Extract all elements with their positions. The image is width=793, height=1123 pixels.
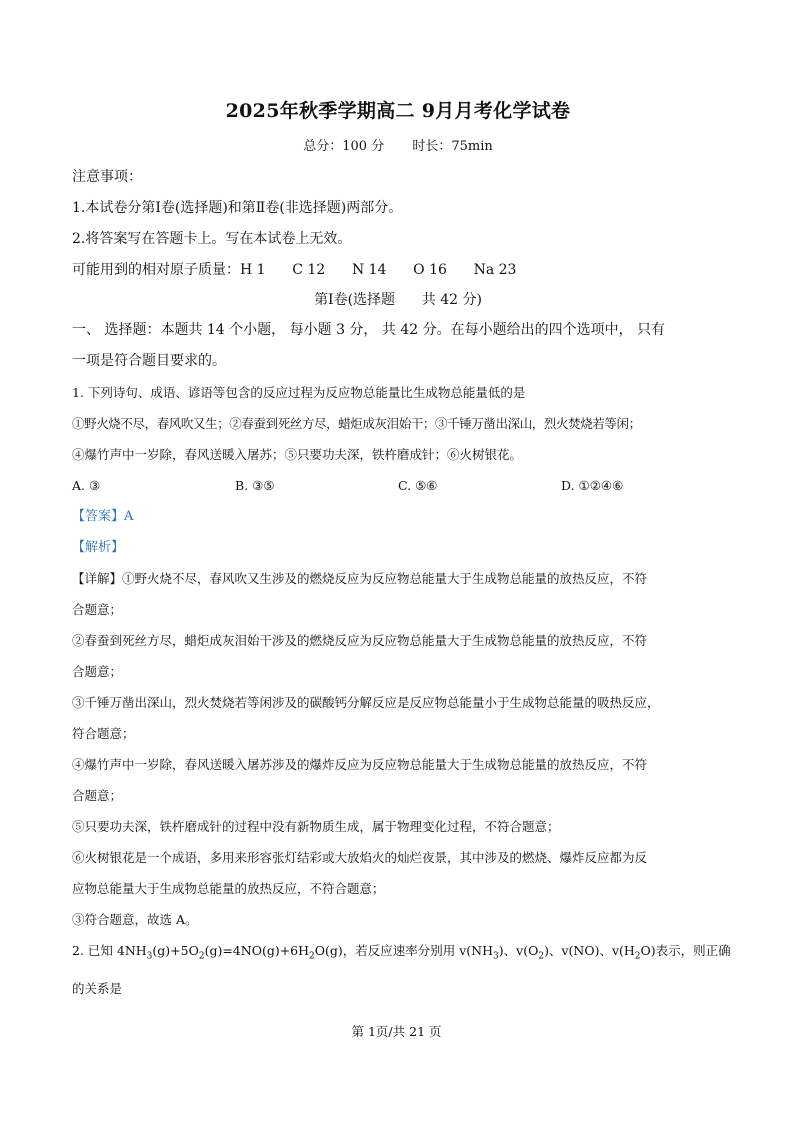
option-b: B. ③⑤ [235, 478, 275, 493]
question-1-line-2: ④爆竹声中一岁除，春风送暖入屠苏；⑤只要功夫深，铁杵磨成针；⑥火树银花。 [72, 447, 523, 462]
answer-label: 【答案】A [72, 509, 134, 524]
detail-line-8: 合题意； [72, 788, 123, 803]
detail-line-5: ③千锤万凿出深山，烈火焚烧若等闲涉及的碳酸钙分解反应是反应物总能量小于生成物总能量的吸热反应， [72, 695, 660, 710]
detail-line-12: ③符合题意，故选 A。 [72, 912, 198, 927]
atomic-masses: 可能用到的相对原子质量：H 1 C 12 N 14 O 16 Na 23 [72, 262, 517, 278]
total-score: 总分：100 分 [303, 139, 385, 154]
page-title: 2025年秋季学期高二 9月月考化学试卷 [225, 100, 571, 122]
note-item-2: 2.将答案写在答题卡上。写在本试卷上无效。 [72, 231, 352, 247]
page-footer: 第 1页/共 21 页 [351, 1024, 442, 1039]
question-2-stem: 2. 已知 $4NH_3(g)+5O_2(g)=4NO(g)+6H_2O(g)$，若反应速率分别用 $v(NH_3)$、$v(O_2)$、v(NO)、$v(H_2O)$表示，则正确 [72, 943, 731, 962]
option-a: A. ③ [72, 478, 101, 493]
question-2-prefix: 2. 已知 4NH [72, 943, 147, 958]
note-item-1: 1.本试卷分第Ⅰ卷(选择题)和第Ⅱ卷(非选择题)两部分。 [72, 200, 403, 216]
question-1-options [72, 470, 724, 501]
detail-line-10: ⑥火树银花是一个成语，多用来形容张灯结彩或大放焰火的灿烂夜景，其中涉及的燃烧、爆炸反应都为反 [72, 850, 648, 865]
detail-line-7: ④爆竹声中一岁除，春风送暖入屠苏涉及的爆炸反应为反应物总能量大于生成物总能量的放热反应，不符 [72, 757, 648, 772]
detail-line-1: 【详解】①野火烧不尽，春风吹又生涉及的燃烧反应为反应物总能量大于生成物总能量的放热反应，不符 [72, 571, 648, 586]
detail-line-3: ②春蚕到死丝方尽，蜡炬成灰泪始干涉及的燃烧反应为反应物总能量大于生成物总能量的放热反应，不符 [72, 633, 648, 648]
option-c: C. ⑤⑥ [398, 478, 438, 493]
question-1-stem: 1. 下列诗句、成语、谚语等包含的反应过程为反应物总能量比生成物总能量低的是 [72, 385, 526, 400]
section-instructions-1: 一、 选择题：本题共 14 个小题， 每小题 3 分， 共 42 分。在每小题给出的四个选项中， 只有 [72, 322, 666, 338]
document-page [72, 96, 731, 1004]
question-2-line-2: 的关系是 [72, 980, 123, 996]
detail-line-2: 合题意； [72, 602, 123, 617]
detail-line-11: 应物总能量大于生成物总能量的放热反应，不符合题意； [72, 881, 385, 896]
detail-line-4: 合题意； [72, 664, 123, 679]
option-d: D. ①②④⑥ [561, 478, 624, 493]
detail-line-9: ⑤只要功夫深，铁杵磨成针的过程中没有新物质生成，属于物理变化过程，不符合题意； [72, 819, 560, 834]
question-1-line-1: ①野火烧不尽，春风吹又生；②春蚕到死丝方尽，蜡炬成灰泪始干；③千锤万凿出深山，烈火焚烧若等闲； [72, 416, 641, 431]
exam-meta [72, 135, 724, 154]
detail-line-6: 符合题意； [72, 726, 135, 741]
notes-heading: 注意事项： [72, 169, 142, 185]
analysis-label: 【解析】 [72, 540, 125, 555]
section-title: 第Ⅰ卷(选择题 共 42 分) [314, 292, 482, 308]
section-instructions-2: 一项是符合题目要求的。 [72, 353, 226, 369]
exam-duration: 时长：75min [412, 139, 493, 154]
